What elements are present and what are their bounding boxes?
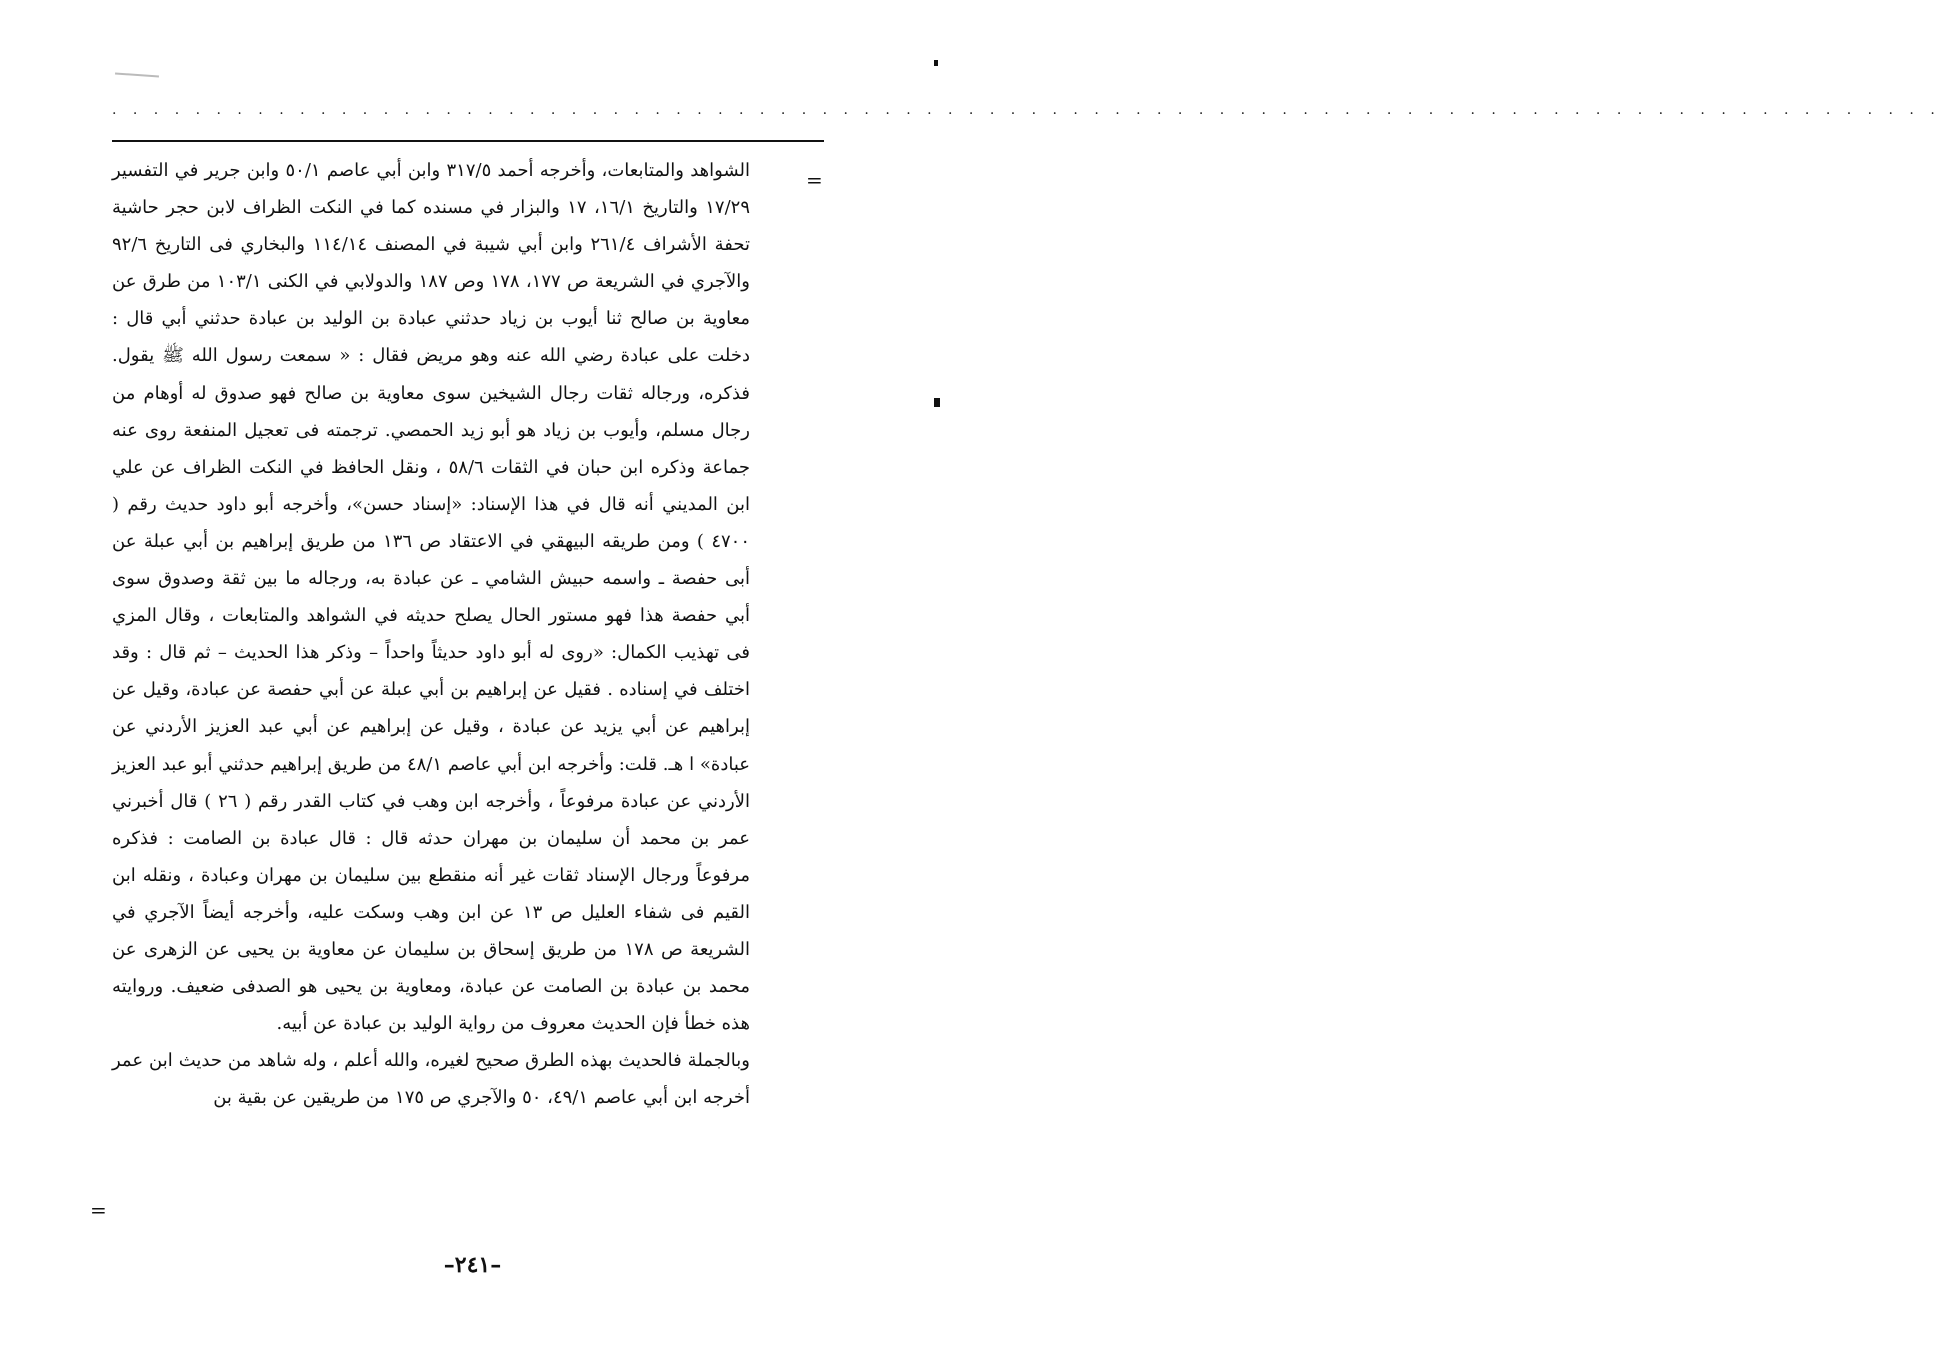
dotted-separator: . . . . . . . . . . . . . . . . . . . . . . . . . . . . . . . . . . . . . . . . . . . . . . . . . . . . . . . . . . . . . . . . . . . . . . . . . . . . . . . . . . . . . . . . bbox=[112, 102, 1941, 118]
page-number: –٢٤١– bbox=[443, 1252, 502, 1278]
footnote-rule bbox=[112, 140, 824, 142]
footnote-text bbox=[112, 152, 750, 1228]
scan-mark bbox=[115, 72, 159, 77]
footnote-paragraph: وبالجملة فالحديث بهذه الطرق صحيح لغيره، والله أعلم ، وله شاهد من حديث ابن عمر أخرجه ابن أبي عاصم ٤٩/١، ٥٠ والآجري ص ١٧٥ من طريقين عن بقية بن bbox=[112, 1050, 750, 1109]
continuation-marker-bottom: = bbox=[90, 1198, 107, 1222]
footnote-paragraph: الشواهد والمتابعات، وأخرجه أحمد ٣١٧/٥ وابن أبي عاصم ٥٠/١ وابن جرير في التفسير ١٧/٢٩ والتاريخ ١٦/١، ١٧ والبزار في مسنده كما في النكت الظراف لابن حجر حاشية تحفة الأشراف ٢٦١/٤ وابن أبي شيبة في المصنف ١١٤/١٤ والبخاري فى التاريخ ٩٢/٦ والآجري في الشريعة ص ١٧٧، ١٧٨ وص ١٨٧ والدولابي في الكنى ١٠٣/١ من طرق عن معاوية بن صالح ثنا أيوب بن زياد حدثني عبادة بن الوليد بن عبادة حدثني أبي قال : دخلت على عبادة رضي الله عنه وهو مريض فقال : « سمعت رسول الله ﷺ يقول. فذكره، ورجاله ثقات رجال الشيخين سوى معاوية بن صالح فهو صدوق له أوهام من رجال مسلم، وأيوب بن زياد هو أبو زيد الحمصي. ترجمته فى تعجيل المنفعة روى عنه جماعة وذكره ابن حبان في الثقات ٥٨/٦ ، ونقل الحافظ في النكت الظراف عن علي ابن المديني أنه قال في هذا الإسناد: «إسناد حسن»، وأخرجه أبو داود حديث رقم ( ٤٧٠٠ ) ومن طريقه البيهقي في الاعتقاد ص ١٣٦ من طريق إبراهيم بن أبي عبلة عن أبى حفصة ـ واسمه حبيش الشامي ـ عن عبادة به، ورجاله ما بين ثقة وصدوق سوى أبي حفصة هذا فهو مستور الحال يصلح حديثه في الشواهد والمتابعات ، وقال المزي فى تهذيب الكمال: «روى له أبو داود حديثاً واحداً – وذكر هذا الحديث – ثم قال : وقد اختلف في إسناده . فقيل عن إبراهيم بن أبي عبلة عن أبي حفصة عن عبادة، وقيل عن إبراهيم عن أبي يزيد عن عبادة ، وقيل عن إبراهيم عن أبي عبد العزيز الأردني عن عبادة» ا هـ. قلت: وأخرجه ابن أبي عاصم ٤٨/١ من طريق إبراهيم حدثني أبو عبد العزيز الأردني عن عبادة مرفوعاً ، وأخرجه ابن وهب في كتاب القدر رقم ( ٢٦ ) قال أخبرني عمر بن محمد أن سليمان بن مهران حدثه قال : قال عبادة بن الصامت : فذكره مرفوعاً ورجال الإسناد ثقات غير أنه منقطع بين سليمان بن مهران وعبادة ، ونقله ابن القيم فى شفاء العليل ص ١٣ عن ابن وهب وسكت عليه، وأخرجه أيضاً الآجري في الشريعة ص ١٧٨ من طريق إسحاق بن سليمان عن معاوية بن يحيى عن الزهرى عن محمد بن عبادة بن الصامت عن عبادة، ومعاوية بن يحيى هو الصدفى ضعيف. وروايته هذه خطأ فإن الحديث معروف من رواية الوليد بن عبادة عن أبيه. bbox=[112, 160, 751, 1035]
continuation-marker-top: = bbox=[806, 168, 823, 192]
scan-edge-mark bbox=[934, 60, 938, 66]
scan-edge-mark bbox=[934, 398, 940, 407]
